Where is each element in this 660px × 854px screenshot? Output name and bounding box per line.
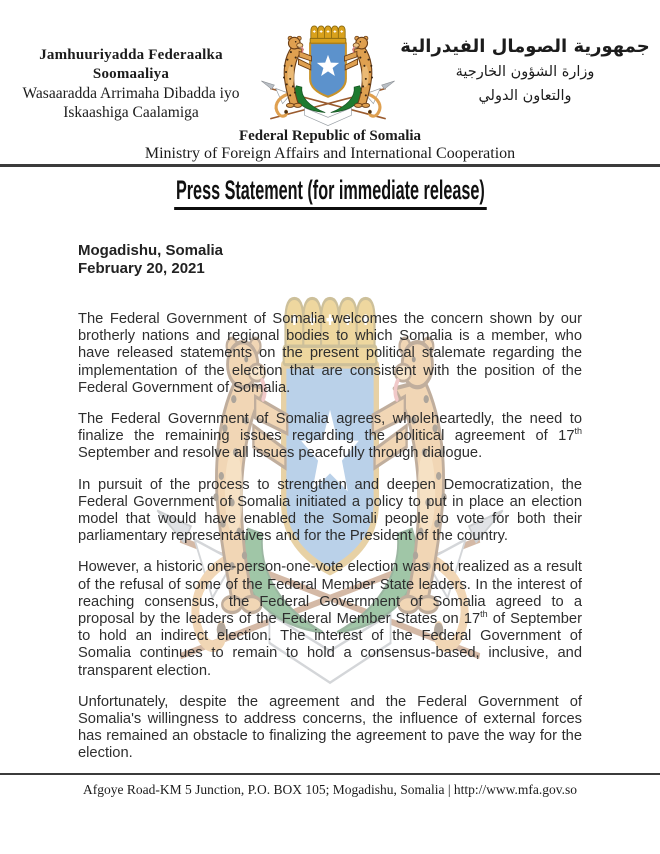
header-divider: [0, 164, 660, 167]
body-paragraph: In pursuit of the process to strengthen and deepen Democratization, the Federal Government of Somalia initiated a policy to put in place an election model that would have enabled the Somali people to vote for both their parliamentary representatives and for the President of the country.: [78, 476, 582, 545]
header-english-block: [0, 128, 660, 163]
title-row: [0, 175, 660, 210]
header-arabic-block: [392, 34, 658, 108]
body-paragraph: Unfortunately, despite the agreement and the Federal Government of Somalia's willingness to address concerns, the influence of external forces has remained an obstacle to finalizing the agreement to pave the way for the election.: [78, 693, 582, 762]
english-ministry-name: Ministry of Foreign Affairs and International Cooperation: [144, 145, 516, 162]
arabic-republic-name: جمهورية الصومال الفيدرالية: [400, 36, 650, 57]
header-somali-block: [0, 46, 262, 122]
dateline-city: Mogadishu, Somalia: [78, 242, 224, 259]
somali-ministry-name-line1: Wasaaradda Arrimaha Dibadda iyo: [22, 85, 240, 102]
arabic-ministry-name-line1: وزارة الشؤون الخارجية: [455, 64, 595, 80]
somalia-coat-of-arms: [252, 17, 404, 127]
arabic-ministry-name-line2: والتعاون الدولي: [478, 88, 572, 104]
body-paragraph: The Federal Government of Somalia agrees, wholeheartedly, the need to finalize the remaining issues regarding the political agreement of 17th September and resolve all issues peacefully through dialogue.: [78, 411, 582, 462]
somali-ministry-name-line2: Iskaashiga Caalamiga: [63, 104, 199, 121]
footer-address: Afgoye Road-KM 5 Junction, P.O. BOX 105; Mogadishu, Somalia | http://www.mfa.gov.so: [82, 782, 578, 797]
somali-republic-name: Jamhuuriyadda Federaalka Soomaaliya: [39, 47, 223, 82]
press-statement-body: [78, 311, 582, 777]
dateline: [78, 242, 478, 278]
dateline-date: February 20, 2021: [78, 260, 205, 277]
body-paragraph: However, a historic one-person-one-vote election was not realized as a result of the refusal of some of the Federal Member State leaders. In the interest of reaching consensus, the Federal Government of Somalia agreed to a proposal by the leaders of the Federal Member States on 17th of September to hold an indirect election. The interest of the Federal Government of Somalia continues to remain to hold a consensus-based, inclusive, and transparent election.: [78, 559, 582, 679]
english-republic-name: Federal Republic of Somalia: [238, 128, 422, 144]
body-paragraph: The Federal Government of Somalia welcomes the concern shown by our brotherly nations and regional bodies to which Somalia is a member, who have released statements on the present political stalemate regarding the implementation of the election that are consistent with the position of the Federal Government of Somalia.: [78, 311, 582, 396]
page-title: Press Statement (for immediate release): [174, 175, 486, 210]
